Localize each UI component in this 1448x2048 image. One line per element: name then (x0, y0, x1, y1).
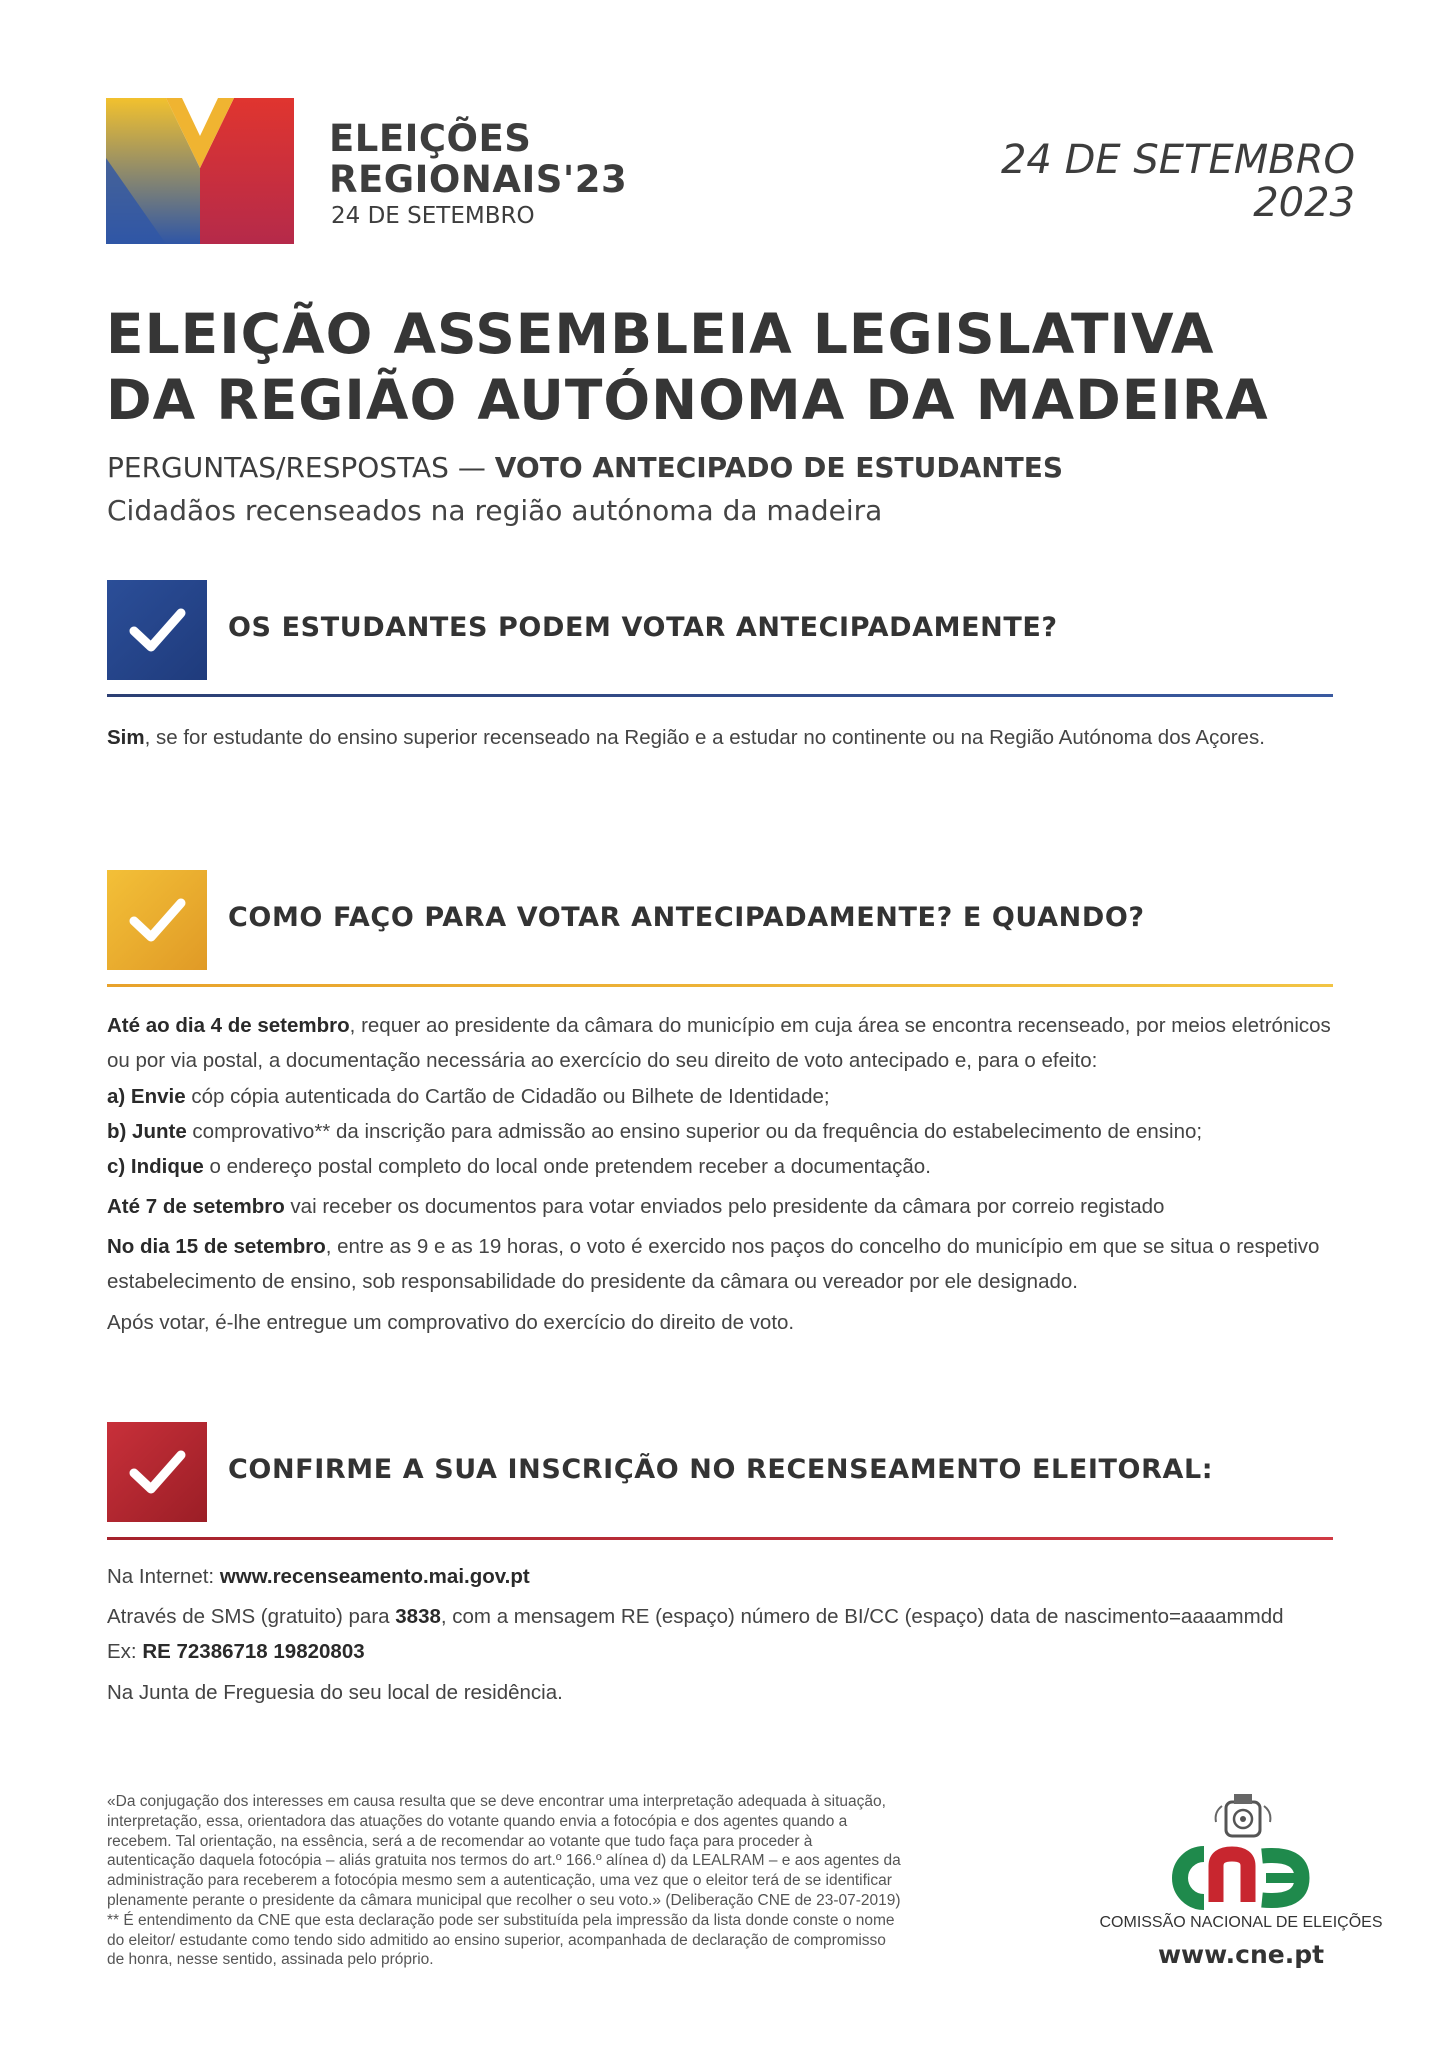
sms-instructions: , com a mensagem RE (espaço) número de BI/CC (espaço) data de nascimento=aaaammdd (440, 1605, 1284, 1628)
elections-logo (106, 98, 294, 244)
check-icon (126, 1441, 188, 1503)
sms-number: 3838 (395, 1605, 441, 1628)
check-icon (126, 889, 188, 951)
check-sms (107, 1599, 1337, 1634)
section-3-check-icon (107, 1422, 207, 1522)
page-title-line-1: ELEIÇÃO ASSEMBLEIA LEGISLATIVA (106, 302, 1215, 366)
section-2-paragraph-1 (107, 1008, 1337, 1078)
step-label: c) Indique (107, 1155, 204, 1178)
election-date-year: 2023 (1253, 180, 1355, 226)
section-3-divider (107, 1537, 1333, 1540)
section-1-check-icon (107, 580, 207, 680)
coat-of-arms-icon (1212, 1792, 1274, 1840)
legal-footnote: «Da conjugação dos interesses em causa resulta que se deve encontrar uma interpretação adequada à situação, interpretação, essa, orientadora das atuações do votante quando envia a fotocópia e dos agentes quando a recebem. Tal orientação, na essência, será a de recomendar ao votante que tudo faça para proceder à autenticação daquela fotocópia – aliás gratuita nos termos do art.º 166.º alínea d) da LEALRAM – e aos agentes da administração para receberem a fotocópia mesmo sem a autenticação, uma vez que o eleitor terá de se identificar plenamente perante o presidente da câmara municipal que recolher o seu voto.» (Deliberação CNE de 23-07-2019) ** É entendimento da CNE que esta declaração pode ser substituída pela impressão da lista donde conste o nome do eleitor/ estudante como tendo sido admitido ao ensino superior, acompanhada de declaração de compromisso de honra, nesse sentido, assinada pelo próprio. (107, 1793, 901, 1969)
section-2-paragraph-2 (107, 1189, 1337, 1224)
paragraph-text: vai receber os documentos para votar enviados pelo presidente da câmara por correio registado (284, 1195, 1165, 1218)
registration-website-link[interactable]: www.recenseamento.mai.gov.pt (219, 1565, 530, 1588)
deadline-request: Até ao dia 4 de setembro (107, 1014, 350, 1037)
check-junta: Na Junta de Freguesia do seu local de residência. (107, 1681, 563, 1704)
section-2-paragraph-3 (107, 1229, 1337, 1299)
online-label: Na Internet: (107, 1565, 220, 1588)
cne-name: COMISSÃO NACIONAL DE ELEIÇÕES (1099, 1914, 1383, 1931)
section-1-answer (107, 720, 1337, 755)
section-2-question: COMO FAÇO PARA VOTAR ANTECIPADAMENTE? E QUANDO? (228, 902, 1145, 933)
election-date-day: 24 DE SETEMBRO (1000, 137, 1355, 183)
page-title-line-2: DA REGIÃO AUTÓNOMA DA MADEIRA (106, 368, 1269, 432)
voting-day: No dia 15 de setembro (107, 1235, 326, 1258)
step-label: a) Envie (107, 1085, 186, 1108)
subtitle-emphasis: VOTO ANTECIPADO DE ESTUDANTES (494, 451, 1064, 484)
example-message: RE 72386718 19820803 (142, 1640, 365, 1663)
brand-title-line-1: ELEIÇÕES (329, 117, 532, 160)
sms-example (107, 1634, 1337, 1669)
cne-website-link[interactable]: www.cne.pt (1157, 1940, 1325, 1969)
subtitle-prefix: PERGUNTAS/RESPOSTAS — (107, 451, 486, 484)
answer-emphasis: Sim (107, 726, 145, 749)
sms-label: Através de SMS (gratuito) para (107, 1605, 396, 1628)
answer-text: , se for estudante do ensino superior recenseado na Região e a estudar no continente ou na Região Autónoma dos Açores. (144, 726, 1265, 749)
deadline-receive: Até 7 de setembro (107, 1195, 285, 1218)
step-text: cóp cópia autenticada do Cartão de Cidadão ou Bilhete de Identidade; (185, 1085, 830, 1108)
check-online (107, 1559, 1337, 1594)
step-text: o endereço postal completo do local onde pretendem receber a documentação. (203, 1155, 931, 1178)
step-b (107, 1114, 1337, 1149)
step-a (107, 1079, 1337, 1114)
paragraph-text: , entre as 9 e as 19 horas, o voto é exercido nos paços do concelho do município em que se situa o respetivo estabelecimento de ensino, sob responsabilidade do presidente da câmara ou vereador por ele designado. (107, 1235, 1320, 1293)
brand-date: 24 DE SETEMBRO (331, 203, 535, 229)
step-text: comprovativo** da inscrição para admissão ao ensino superior ou da frequência do estabelecimento de ensino; (186, 1120, 1203, 1143)
page-tagline: Cidadãos recenseados na região autónoma da madeira (107, 494, 883, 527)
cne-logo (1162, 1838, 1322, 1918)
brand-title-line-2: REGIONAIS'23 (329, 158, 628, 201)
example-label: Ex: (107, 1640, 143, 1663)
page-subtitle (107, 451, 1063, 484)
section-1-question: OS ESTUDANTES PODEM VOTAR ANTECIPADAMENTE? (228, 612, 1058, 643)
section-2-check-icon (107, 870, 207, 970)
section-2-paragraph-4: Após votar, é-lhe entregue um comprovativo do exercício do direito de voto. (107, 1311, 795, 1334)
section-3-question: CONFIRME A SUA INSCRIÇÃO NO RECENSEAMENTO ELEITORAL: (228, 1454, 1214, 1485)
step-c (107, 1149, 1337, 1184)
step-label: b) Junte (107, 1120, 187, 1143)
check-icon (126, 599, 188, 661)
section-2-divider (107, 984, 1333, 987)
paragraph-text: , requer ao presidente da câmara do município em cuja área se encontra recenseado, por meios eletrónicos ou por via postal, a documentação necessária ao exercício do seu direito de voto antecipado e, para o efeito: (107, 1014, 1331, 1072)
section-1-divider (107, 694, 1333, 697)
